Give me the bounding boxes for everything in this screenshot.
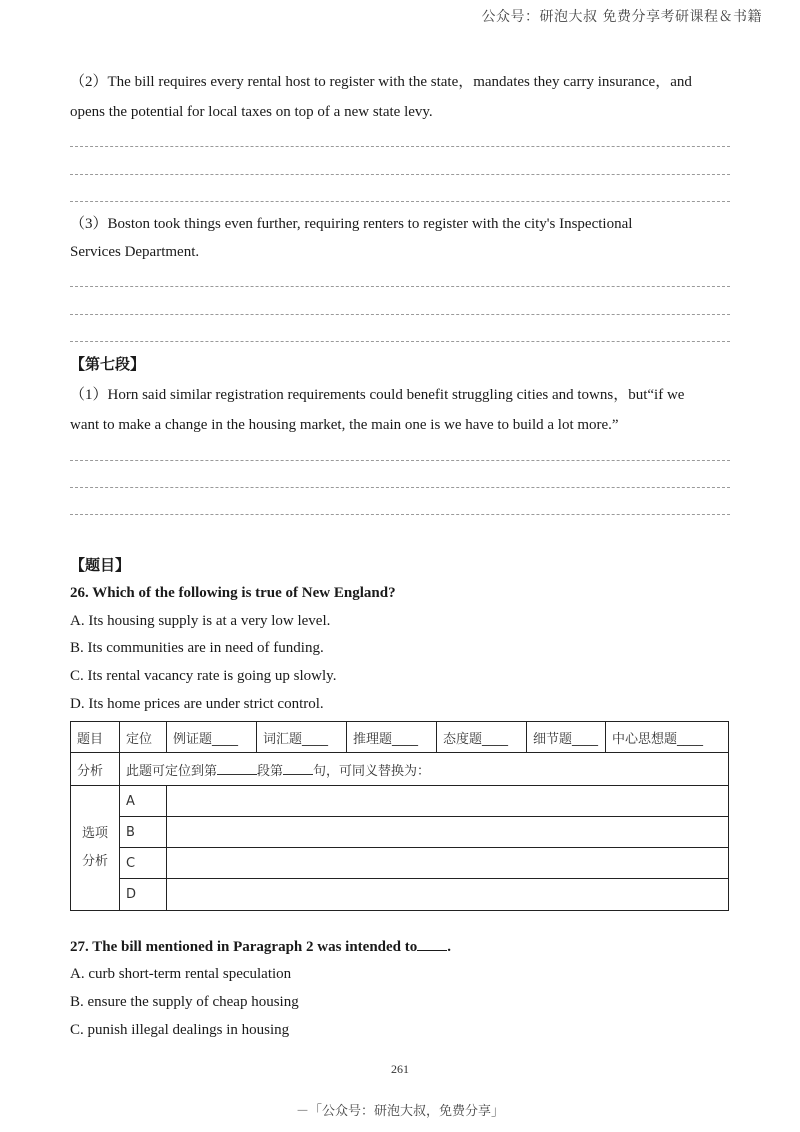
question-26-title: 26. Which of the following is true of New England? <box>70 585 396 601</box>
paragraph-2-line-2: opens the potential for local taxes on top of a new state levy. <box>70 104 433 120</box>
question-26-option-a[interactable]: A. Its housing supply is at a very low level. <box>70 613 331 629</box>
question-27-title-text: 27. The bill mentioned in Paragraph 2 was intended to <box>70 939 418 955</box>
option-letter-b: B <box>120 817 167 848</box>
option-letter-a: A <box>120 786 167 817</box>
type-attitude: 态度题____ <box>437 722 527 753</box>
option-analysis-cell-d[interactable] <box>167 879 729 911</box>
table-row-label: 题目 <box>71 722 120 753</box>
type-locate: 定位 <box>120 722 167 753</box>
type-inference: 推理题____ <box>347 722 437 753</box>
options-label-line-1: 选项 <box>81 826 108 841</box>
answer-line[interactable] <box>70 514 730 515</box>
option-analysis-cell-b[interactable] <box>167 817 729 848</box>
options-label-line-2: 分析 <box>81 854 108 869</box>
type-detail: 细节题____ <box>527 722 606 753</box>
type-example: 例证题____ <box>167 722 257 753</box>
question-26-option-c[interactable]: C. Its rental vacancy rate is going up slowly. <box>70 668 337 684</box>
answer-line[interactable] <box>70 286 730 287</box>
analysis-sentence[interactable] <box>120 753 729 786</box>
answer-line[interactable] <box>70 146 730 147</box>
question-27-option-a[interactable]: A. curb short-term rental speculation <box>70 966 292 982</box>
type-main-idea: 中心思想题____ <box>606 722 729 753</box>
question-27-option-c[interactable]: C. punish illegal dealings in housing <box>70 1022 290 1038</box>
answer-line[interactable] <box>70 174 730 175</box>
paragraph-7-line-2: want to make a change in the housing market, the main one is we have to build a lot more.” <box>70 417 619 433</box>
question-27-option-b[interactable]: B. ensure the supply of cheap housing <box>70 994 299 1010</box>
question-27-blank[interactable] <box>417 938 447 951</box>
paragraph-2-line-1: （2）The bill requires every rental host to register with the state，mandates they carry insurance，and <box>70 74 692 90</box>
page-number: 261 <box>391 1062 409 1076</box>
analysis-prefix: 此题可定位到第 <box>126 763 218 779</box>
question-27-title-end: . <box>447 939 452 955</box>
section-7-title: 【第七段】 <box>70 355 146 373</box>
paragraph-3-line-2: Services Department. <box>70 244 200 260</box>
option-letter-c: C <box>120 848 167 879</box>
question-27-title <box>70 938 451 956</box>
blank-sentence[interactable] <box>283 764 313 775</box>
question-26-option-d[interactable]: D. Its home prices are under strict control. <box>70 696 324 712</box>
questions-title: 【题目】 <box>70 556 131 574</box>
header-watermark: 公众号：研泡大叔 免费分享考研课程＆书籍 <box>481 9 762 25</box>
table-row-label: 分析 <box>71 753 120 786</box>
answer-line[interactable] <box>70 460 730 461</box>
answer-line[interactable] <box>70 487 730 488</box>
type-vocabulary: 词汇题____ <box>257 722 347 753</box>
analysis-table <box>70 721 729 911</box>
option-analysis-cell-c[interactable] <box>167 848 729 879</box>
footer-watermark: －「公众号：研泡大叔，免费分享」 <box>295 1104 504 1119</box>
blank-paragraph[interactable] <box>217 764 257 775</box>
option-letter-d: D <box>120 879 167 911</box>
analysis-mid-1: 段第 <box>257 763 284 779</box>
paragraph-7-line-1: （1）Horn said similar registration requirements could benefit struggling cities and towns，but“if we <box>70 387 685 403</box>
answer-line[interactable] <box>70 201 730 202</box>
options-analysis-label <box>71 786 120 911</box>
analysis-mid-2: 句，可同义替换为： <box>313 763 431 779</box>
option-analysis-cell-a[interactable] <box>167 786 729 817</box>
answer-line[interactable] <box>70 341 730 342</box>
answer-line[interactable] <box>70 314 730 315</box>
question-26-option-b[interactable]: B. Its communities are in need of funding. <box>70 640 324 656</box>
paragraph-3-line-1: （3）Boston took things even further, requiring renters to register with the city's Inspectional <box>70 216 633 232</box>
